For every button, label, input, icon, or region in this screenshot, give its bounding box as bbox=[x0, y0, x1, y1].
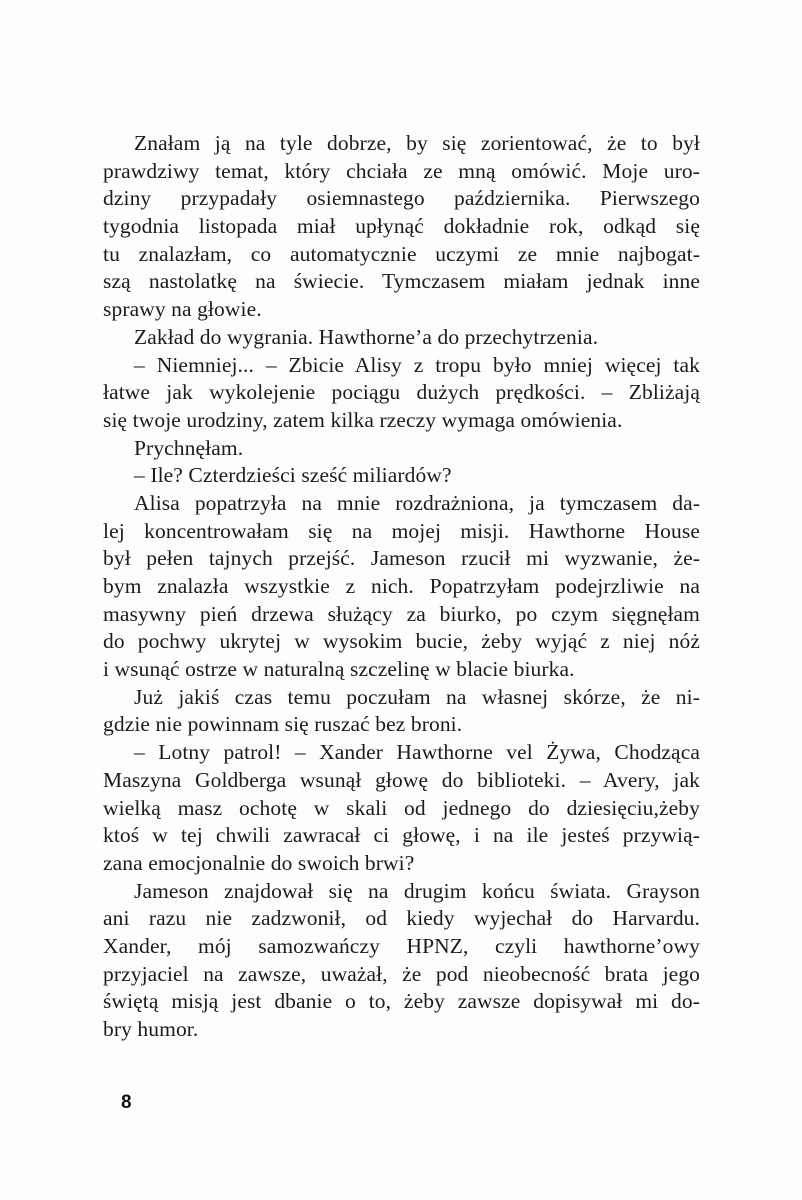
text-line: lej koncentrowałam się na mojej misji. Hawthorne House bbox=[103, 518, 700, 543]
text-line: szą nastolatkę na świecie. Tymczasem miałam jednak inne bbox=[103, 269, 700, 294]
text-line: łatwe jak wykolejenie pociągu dużych prędkości. – Zbliżają bbox=[103, 380, 700, 405]
text-line: Alisa popatrzyła na mnie rozdrażniona, ja tymczasem da- bbox=[134, 490, 700, 515]
text-line: bym znalazła wszystkie z nich. Popatrzyłam podejrzliwie na bbox=[103, 574, 700, 598]
text-line: tu znalazłam, co automatycznie uczymi ze mnie najbogat- bbox=[103, 241, 700, 266]
paragraph bbox=[103, 490, 700, 684]
paragraph bbox=[103, 462, 700, 490]
text-line: przyjaciel na zawsze, uważał, że pod nieobecność brata jego bbox=[103, 961, 700, 986]
text-line: dziny przypadały osiemnastego października. Pierwszego bbox=[103, 186, 700, 211]
text-line: ktoś w tej chwili zawracał ci głowę, i na ile jesteś przywią- bbox=[103, 823, 700, 848]
text-line: Znałam ją na tyle dobrze, by się zorientować, że to był bbox=[134, 131, 700, 155]
text-line: wielką masz ochotę w skali od jednego do dziesięciu,żeby bbox=[103, 795, 700, 820]
text-line: prawdziwy temat, który chciała ze mną omówić. Moje uro- bbox=[103, 158, 700, 183]
text-block bbox=[103, 130, 700, 1044]
paragraph bbox=[103, 324, 700, 352]
text-line: masywny pień drzewa służący za biurko, po czym sięgnęłam bbox=[103, 601, 700, 626]
paragraph bbox=[103, 435, 700, 463]
text-line: Zakład do wygrania. Hawthorne’a do przechytrzenia. bbox=[134, 324, 599, 349]
text-line: – Ile? Czterdzieści sześć miliardów? bbox=[134, 463, 452, 488]
paragraph bbox=[103, 130, 700, 324]
text-line: zana emocjonalnie do swoich brwi? bbox=[103, 850, 415, 875]
text-line: i wsunąć ostrze w naturalną szczelinę w blacie biurka. bbox=[103, 657, 575, 682]
text-line: bry humor. bbox=[103, 1017, 199, 1041]
text-line: Jameson znajdował się na drugim końcu świata. Grayson bbox=[134, 878, 700, 903]
text-line: – Niemniej... – Zbicie Alisy z tropu było mniej więcej tak bbox=[134, 352, 700, 377]
text-line: do pochwy ukrytej w wysokim bucie, żeby wyjąć z niej nóż bbox=[103, 629, 700, 654]
text-line: świętą misją jest dbanie o to, żeby zawsze dopisywał mi do- bbox=[103, 989, 700, 1014]
text-line: sprawy na głowie. bbox=[103, 297, 262, 322]
paragraph bbox=[103, 878, 700, 1044]
text-line: Xander, mój samozwańczy HPNZ, czyli hawthorne’owy bbox=[103, 933, 700, 958]
text-line: tygodnia listopada miał upłynąć dokładnie rok, odkąd się bbox=[103, 214, 700, 239]
paragraph bbox=[103, 352, 700, 435]
text-line: się twoje urodziny, zatem kilka rzeczy wymaga omówienia. bbox=[103, 407, 623, 432]
text-line: Maszyna Goldberga wsunął głowę do biblioteki. – Avery, jak bbox=[103, 767, 700, 792]
text-line: gdzie nie powinnam się ruszać bez broni. bbox=[103, 712, 463, 737]
text-line: Prychnęłam. bbox=[134, 435, 244, 460]
text-line: Już jakiś czas temu poczułam na własnej skórze, że ni- bbox=[134, 684, 700, 709]
paragraph bbox=[103, 739, 700, 877]
text-line: – Lotny patrol! – Xander Hawthorne vel Żywa, Chodząca bbox=[134, 740, 700, 765]
text-line: ani razu nie zadzwonił, od kiedy wyjechał do Harvardu. bbox=[103, 906, 700, 931]
page-number: 8 bbox=[121, 1092, 132, 1113]
text-line: był pełen tajnych przejść. Jameson rzucił mi wyzwanie, że- bbox=[103, 546, 700, 571]
paragraph bbox=[103, 684, 700, 739]
